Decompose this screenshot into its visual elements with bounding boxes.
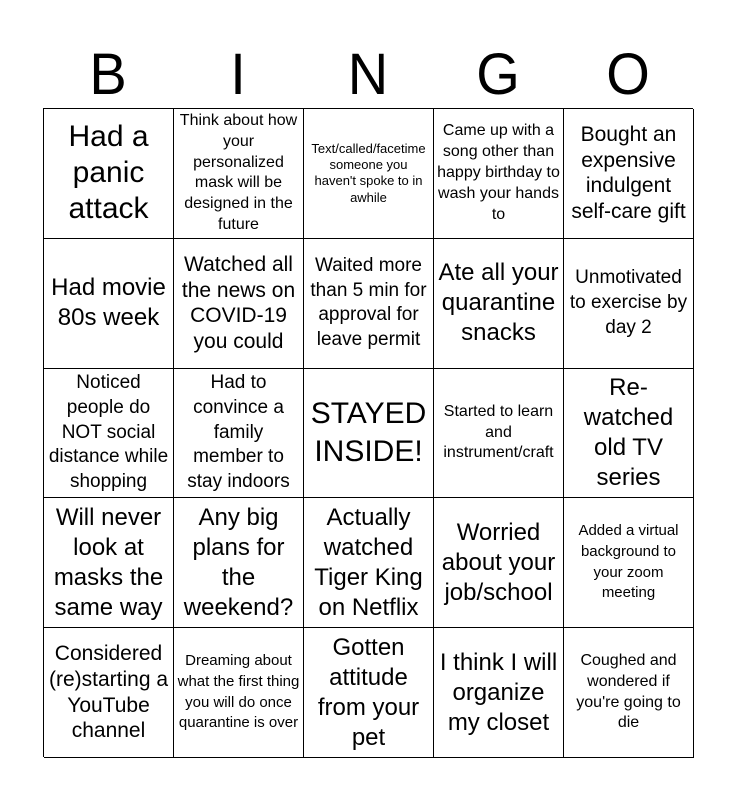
bingo-cell-r2c2[interactable] xyxy=(174,239,304,369)
cell-text: Bought an expensive indulgent self-care gift xyxy=(571,123,686,223)
header-letter-g: G xyxy=(476,40,520,107)
header-letter-n: N xyxy=(347,40,389,107)
cell-text: Noticed people do NOT social distance while shopping xyxy=(48,372,169,493)
cell-text: Gotten attitude from your pet xyxy=(317,633,420,751)
cell-text: Unmotivated to exercise by day 2 xyxy=(569,267,688,338)
bingo-cell-r1c1[interactable] xyxy=(44,109,174,239)
header-letter-b: B xyxy=(89,40,127,107)
bingo-cell-r5c2[interactable] xyxy=(174,628,304,758)
bingo-cell-r4c2[interactable] xyxy=(174,498,304,628)
bingo-cell-r4c5[interactable] xyxy=(564,498,694,628)
bingo-cell-r2c1[interactable] xyxy=(44,239,174,369)
bingo-cell-r5c5[interactable] xyxy=(564,628,694,758)
bingo-cell-r2c4[interactable] xyxy=(434,239,564,369)
cell-text: Will never look at masks the same way xyxy=(53,503,164,621)
cell-text: Dreaming about what the first thing you will do once quarantine is over xyxy=(177,652,300,732)
bingo-cell-r3c2[interactable] xyxy=(174,369,304,499)
bingo-cell-free-space[interactable] xyxy=(304,369,434,499)
cell-text: Any big plans for the weekend? xyxy=(183,503,294,621)
bingo-cell-r4c4[interactable] xyxy=(434,498,564,628)
header-letter-o: O xyxy=(606,40,650,107)
bingo-cell-r4c3[interactable] xyxy=(304,498,434,628)
bingo-cell-r5c3[interactable] xyxy=(304,628,434,758)
cell-text: I think I will organize my closet xyxy=(439,648,558,736)
bingo-cell-r5c1[interactable] xyxy=(44,628,174,758)
cell-text: Had movie 80s week xyxy=(51,274,166,332)
bingo-cell-r1c2[interactable] xyxy=(174,109,304,239)
cell-text: Text/called/facetime someone you haven't spoke to in awhile xyxy=(311,140,426,205)
cell-text: Considered (re)starting a YouTube channel xyxy=(48,642,169,743)
cell-text: Coughed and wondered if you're going to die xyxy=(576,651,681,732)
bingo-cell-r3c1[interactable] xyxy=(44,369,174,499)
bingo-cell-r1c3[interactable] xyxy=(304,109,434,239)
cell-text: Waited more than 5 min for approval for leave permit xyxy=(310,254,427,350)
bingo-cell-r1c5[interactable] xyxy=(564,109,694,239)
bingo-cell-r3c5[interactable] xyxy=(564,369,694,499)
cell-text: STAYED INSIDE! xyxy=(310,397,427,468)
bingo-cell-r1c4[interactable] xyxy=(434,109,564,239)
cell-text: Actually watched Tiger King on Netflix xyxy=(314,503,423,621)
cell-text: Ate all your quarantine snacks xyxy=(438,259,559,347)
header-letter-i: I xyxy=(230,40,246,107)
bingo-cell-r2c5[interactable] xyxy=(564,239,694,369)
cell-text: Worried about your job/school xyxy=(441,518,556,606)
cell-text: Re-watched old TV series xyxy=(583,373,674,491)
bingo-cell-r3c4[interactable] xyxy=(434,369,564,499)
cell-text: Had a panic attack xyxy=(68,120,149,226)
cell-text: Added a virtual background to your zoom meeting xyxy=(578,522,679,602)
bingo-board xyxy=(43,108,693,757)
cell-text: Started to learn and instrument/craft xyxy=(443,402,554,462)
bingo-header xyxy=(43,40,693,108)
bingo-cell-r4c1[interactable] xyxy=(44,498,174,628)
cell-text: Watched all the news on COVID-19 you could xyxy=(181,252,296,353)
cell-text: Think about how your personalized mask will be designed in the future xyxy=(179,112,298,233)
bingo-cell-r2c3[interactable] xyxy=(304,239,434,369)
cell-text: Came up with a song other than happy birthday to wash your hands to xyxy=(437,122,560,223)
cell-text: Had to convince a family member to stay indoors xyxy=(187,372,290,493)
bingo-cell-r5c4[interactable] xyxy=(434,628,564,758)
